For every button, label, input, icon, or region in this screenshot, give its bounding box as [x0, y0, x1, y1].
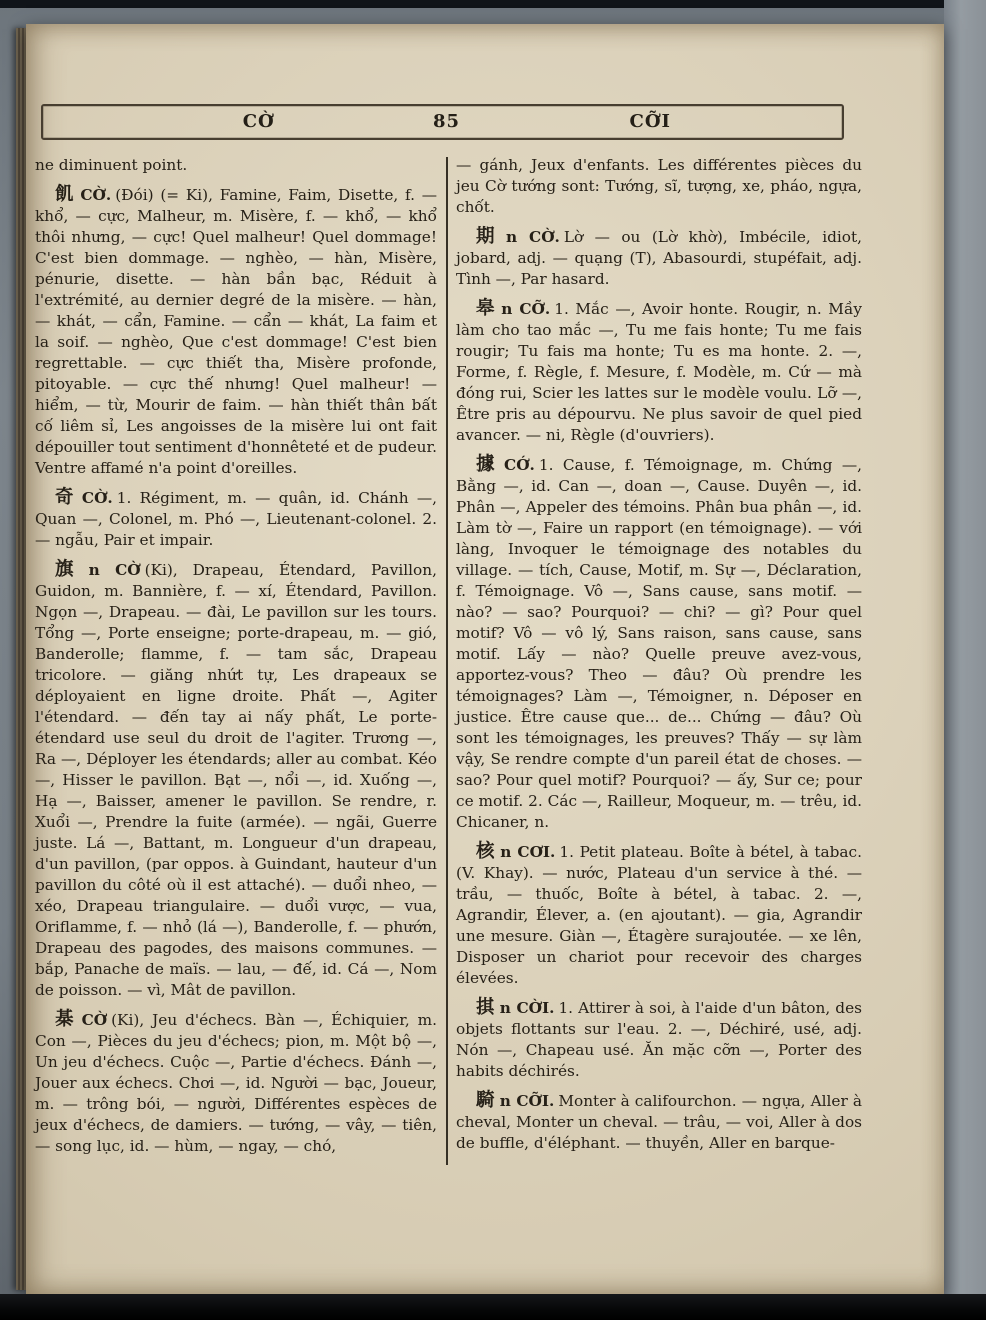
running-head-box: [41, 104, 844, 140]
entry-headword: CỜ.: [81, 489, 113, 507]
table-surface: [944, 0, 986, 1320]
entry-headword: n CỜ.: [506, 228, 560, 246]
cjk-headword: 棊: [55, 1009, 77, 1030]
dictionary-entry: [35, 487, 437, 551]
entry-text: 1. Cause, f. Témoignage, m. Chứng —, Bằng —, id. Can —, doan —, Cause. Duyên —, id. Phân —, Appeler des témoins. Phân bua phân —, id. Làm tờ —, Faire un rapport (en témoignage). — với làng, Invoquer le témoignage des notables du village. — tích, Cause, Motif, m. Sự —, Déclaration, f. Témoignage. Vô —, Sans cause, sans motif. — nào? — sao? Pourquoi? — chi? — gì? Pour quel motif? Vô — vô lý, Sans raison, sans cause, sans motif. Lấy — nào? Quelle preuve avez-vous, apportez-vous? Theo — đâu? Où prendre les témoignages? Làm —, Témoigner, n. Déposer en justice. Être cause que... de... Chứng — đâu? Où sont les témoignages, les preuves? Thấy — sự làm vậy, Se rendre compte d'un pareil état de choses. — sao? Pour quel motif? Pourquoi? — ấy, Sur ce; pour ce motif. 2. Các —, Railleur, Moqueur, m. — trêu, id. Chicaner, n.: [456, 456, 862, 831]
cjk-headword: 據: [476, 454, 500, 475]
dictionary-entry: [35, 1009, 437, 1157]
entry-text: — gánh, Jeux d'enfants. Les différentes pièces du jeu Cờ tướng sont: Tướng, sĩ, tượng, xe, pháo, ngựa, chốt.: [456, 156, 862, 216]
bottom-shadow-strip: [0, 1294, 986, 1320]
entry-text: Monter à califourchon. — ngựa, Aller à cheval, Monter un cheval. — trâu, — voi, Aller à dos de buffle, d'éléphant. — thuyền, Aller en barque-: [456, 1092, 862, 1152]
left-column: [35, 155, 437, 1165]
column-divider-rule: [446, 157, 448, 1165]
entry-headword: CỜ.: [80, 186, 112, 204]
running-head-right: CỠI: [629, 111, 671, 132]
cjk-headword: 奇: [55, 487, 77, 508]
page-number: 85: [432, 111, 461, 132]
entry-headword: n CỠ.: [501, 300, 551, 318]
dictionary-entry: [456, 1090, 862, 1154]
entry-text: (Đói) (= Ki), Famine, Faim, Disette, f. — khổ, — cực, Malheur, m. Misère, f. — khổ, — khổ thôi nhưng, — cực! Quel malheur! Quel dommage! C'est bien dommage. — nghèo, — hàn, Misère, pénurie, disette. — hàn bần bạc, Réduit à l'extrémité, au dernier degré de la misère. — hàn, — khát, — cẩn, Famine. — cẩn — khát, La faim et la soif. — nghèo, Que c'est dommage! C'est bien regrettable. — cực thiết tha, Misère profonde, pitoyable. — cực thế nhưng! Quel malheur! — hiểm, — từ, Mourir de faim. — hàn thiết thân bất cố liêm sỉ, Les angoisses de la misère lui ont fait dépouiller tout sentiment d'honnêteté et de pudeur. Ventre affamé n'a point d'oreilles.: [35, 186, 437, 477]
continuation-paragraph: [456, 155, 862, 218]
dictionary-entry: [35, 559, 437, 1001]
entry-text: 1. Mắc —, Avoir honte. Rougir, n. Mầy làm cho tao mắc —, Tu me fais honte; Tu me fais rougir; Tu fais ma honte; Tu es ma honte. 2. —, Forme, f. Règle, f. Mesure, f. Modèle, m. Cứ — mà đóng rui, Scier les lattes sur le modèle voulu. Lỡ —, Être pris au dépourvu. Ne plus savoir de quel pied avancer. — ni, Règle (d'ouvriers).: [456, 300, 862, 444]
dictionary-entry: [456, 841, 862, 989]
cjk-headword: 皋: [476, 298, 497, 319]
text-columns: [35, 155, 863, 1165]
cjk-headword: 騎: [476, 1090, 495, 1111]
entry-headword: n CƠI.: [500, 843, 556, 861]
cjk-headword: 掑: [476, 997, 495, 1018]
entry-text: ne diminuent point.: [35, 156, 188, 174]
dictionary-entry: [456, 997, 862, 1082]
entry-text: 1. Régiment, m. — quân, id. Chánh —, Quan —, Colonel, m. Phó —, Lieutenant-colonel. 2. — ngẫu, Pair et impair.: [35, 489, 437, 549]
continuation-paragraph: [35, 155, 437, 176]
running-head-left: CỜ: [242, 111, 275, 132]
entry-text: 1. Attirer à soi, à l'aide d'un bâton, des objets flottants sur l'eau. 2. —, Déchiré, usé, adj. Nón —, Chapeau usé. Ăn mặc cỡn —, Porter des habits déchirés.: [456, 999, 862, 1080]
cjk-headword: 旗: [55, 559, 84, 580]
entry-headword: n CỠI.: [499, 1092, 555, 1110]
book-page: [26, 24, 944, 1296]
entry-text: Lờ — ou (Lờ khờ), Imbécile, idiot, jobard, adj. — quạng (T), Abasourdi, stupéfait, adj. Tình —, Par hasard.: [456, 228, 862, 288]
dictionary-entry: [456, 226, 862, 290]
dictionary-entry: [35, 184, 437, 479]
right-column: [456, 155, 862, 1165]
entry-headword: CỚ.: [504, 456, 535, 474]
entry-text: (Ki), Drapeau, Étendard, Pavillon, Guidon, m. Bannière, f. — xí, Étendard, Pavillon. Ngọn —, Drapeau. — đài, Le pavillon sur les tours. Tổng —, Porte enseigne; porte-drapeau, m. — gió, Banderolle; flamme, f. — tam sắc, Drapeau tricolore. — giăng nhứt tự, Les drapeaux se déployaient en ligne droite. Phất —, Agiter l'étendard. — đến tay ai nấy phất, Le porte-étendard use seul du droit de l'agiter. Trương —, Ra —, Déployer les étendards; aller au combat. Kéo —, Hisser le pavillon. Bạt —, nổi —, id. Xuống —, Hạ —, Baisser, amener le pavillon. Se rendre, r. Xuổi —, Prendre la fuite (armée). — ngãi, Guerre juste. Lá —, Battant, m. Longueur d'un drapeau, d'un pavillon, (par oppos. à Guindant, hauteur d'un pavillon du côté où il est attaché). — duổi nheo, — xéo, Drapeau triangulaire. — duổi vược, — vua, Oriflamme, f. — nhỏ (lá —), Banderolle, f. — phướn, Drapeau des pagodes, des maisons communes. — bắp, Panache de maïs. — lau, — đế, id. Cá —, Nom de poisson. — vì, Mât de pavillon.: [35, 561, 437, 999]
entry-headword: n CỜI.: [499, 999, 555, 1017]
cjk-headword: 飢: [55, 184, 76, 205]
cjk-headword: 期: [476, 226, 502, 247]
entry-text: 1. Petit plateau. Boîte à bétel, à tabac. (V. Khay). — nước, Plateau d'un service à thé. — trầu, — thuốc, Boîte à bétel, à tabac. 2. —, Agrandir, Élever, a. (en ajoutant). — gia, Agrandir une mesure. Giàn —, Étagère surajoutée. — xe lên, Disposer un chariot pour recevoir des charges élevées.: [456, 843, 862, 987]
top-shadow-strip: [0, 0, 986, 8]
entry-headword: n CỜ: [88, 561, 141, 579]
dictionary-entry: [456, 454, 862, 833]
entry-text: (Ki), Jeu d'échecs. Bàn —, Échiquier, m. Con —, Pièces du jeu d'échecs; pion, m. Một bộ —, Un jeu d'échecs. Cuộc —, Partie d'échecs. Đánh —, Jouer aux échecs. Chơi —, id. Người — bạc, Joueur, m. — trông bói, — người, Différentes espèces de jeux d'échecs, de damiers. — tướng, — vây, — tiên, — song lục, id. — hùm, — ngay, — chó,: [35, 1011, 437, 1155]
dictionary-entry: [456, 298, 862, 446]
cjk-headword: 核: [476, 841, 496, 862]
entry-headword: CỜ: [81, 1011, 108, 1029]
